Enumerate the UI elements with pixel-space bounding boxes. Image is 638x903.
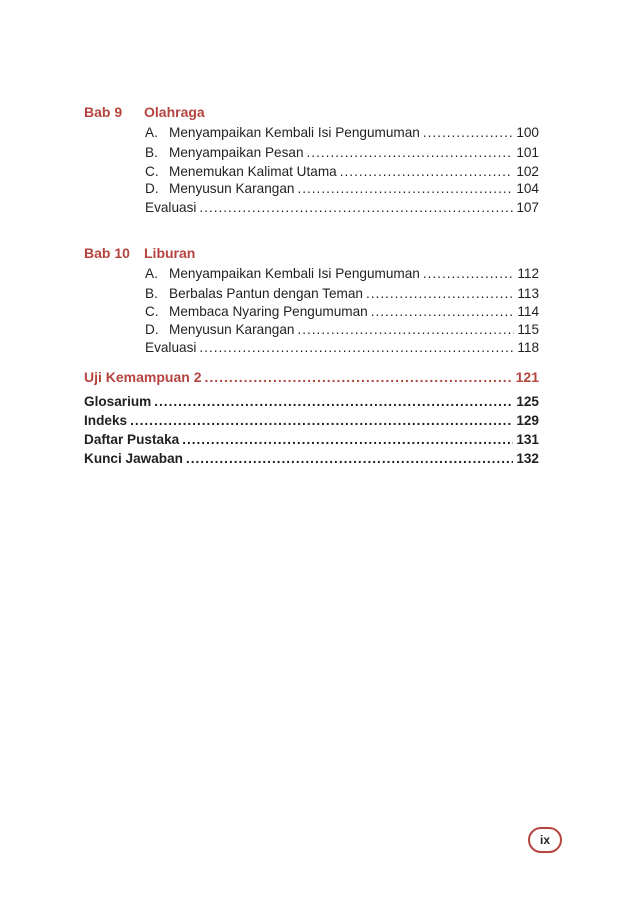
dot-leader: [204, 369, 512, 385]
page-number-badge: ix: [528, 827, 562, 853]
entry-letter: D.: [145, 181, 159, 196]
entry-page: 104: [516, 181, 539, 196]
dot-leader: [366, 286, 514, 301]
toc-entry[interactable]: [145, 164, 539, 179]
entry-page: 101: [516, 145, 539, 160]
chapter-number: Bab 10: [84, 245, 130, 261]
dot-leader: [297, 322, 514, 337]
toc-entry-daftar-pustaka[interactable]: [84, 432, 539, 447]
entry-page: 113: [517, 286, 539, 301]
entry-page: 131: [516, 432, 539, 447]
entry-title: Glosarium: [84, 394, 152, 409]
entry-page: 114: [517, 304, 539, 319]
dot-leader: [297, 181, 513, 196]
dot-leader: [307, 145, 514, 160]
toc-entry-evaluasi[interactable]: [145, 340, 539, 355]
entry-title: Menemukan Kalimat Utama: [169, 164, 337, 179]
toc-entry[interactable]: [145, 145, 539, 160]
entry-letter: B.: [145, 286, 158, 301]
entry-page: 118: [517, 340, 539, 355]
entry-page: 115: [517, 322, 539, 337]
entry-title: Berbalas Pantun dengan Teman: [169, 286, 363, 301]
toc-entry-kunci-jawaban[interactable]: [84, 451, 539, 466]
entry-page: 125: [516, 394, 539, 409]
entry-title: Menyampaikan Kembali Isi Pengumuman: [169, 125, 420, 140]
toc-entry[interactable]: [145, 286, 539, 301]
toc-entry[interactable]: [145, 322, 539, 337]
dot-leader: [186, 451, 513, 466]
entry-title: Evaluasi: [145, 340, 197, 355]
entry-letter: C.: [145, 164, 159, 179]
chapter-number: Bab 9: [84, 104, 123, 120]
toc-entry-uji-kemampuan[interactable]: [84, 369, 539, 385]
entry-letter: A.: [145, 125, 158, 140]
chapter-heading: [84, 245, 195, 261]
dot-leader: [182, 432, 513, 447]
entry-page: 121: [515, 369, 539, 385]
entry-page: 129: [516, 413, 539, 428]
toc-entry[interactable]: [145, 266, 539, 281]
toc-entry-indeks[interactable]: [84, 413, 539, 428]
dot-leader: [130, 413, 513, 428]
entry-letter: B.: [145, 145, 158, 160]
chapter-title: Liburan: [144, 245, 196, 261]
dot-leader: [199, 200, 513, 215]
entry-page: 132: [516, 451, 539, 466]
dot-leader: [199, 340, 514, 355]
entry-title: Uji Kemampuan 2: [84, 369, 202, 385]
entry-title: Evaluasi: [145, 200, 197, 215]
entry-title: Membaca Nyaring Pengumuman: [169, 304, 368, 319]
entry-page: 102: [516, 164, 539, 179]
entry-title: Daftar Pustaka: [84, 432, 180, 447]
dot-leader: [423, 125, 513, 140]
entry-title: Menyampaikan Pesan: [169, 145, 304, 160]
entry-title: Kunci Jawaban: [84, 451, 183, 466]
entry-letter: D.: [145, 322, 159, 337]
dot-leader: [154, 394, 513, 409]
entry-page: 107: [516, 200, 539, 215]
entry-page: 100: [516, 125, 539, 140]
toc-entry[interactable]: [145, 304, 539, 319]
entry-letter: A.: [145, 266, 158, 281]
chapter-title: Olahraga: [144, 104, 205, 120]
dot-leader: [340, 164, 514, 179]
toc-entry-evaluasi[interactable]: [145, 200, 539, 215]
entry-title: Menyusun Karangan: [169, 181, 295, 196]
chapter-heading: [84, 104, 205, 120]
dot-leader: [423, 266, 514, 281]
entry-title: Menyusun Karangan: [169, 322, 295, 337]
entry-title: Indeks: [84, 413, 128, 428]
toc-entry[interactable]: [145, 181, 539, 196]
entry-page: 112: [517, 266, 539, 281]
entry-title: Menyampaikan Kembali Isi Pengumuman: [169, 266, 420, 281]
toc-entry[interactable]: [145, 125, 539, 140]
entry-letter: C.: [145, 304, 159, 319]
dot-leader: [371, 304, 515, 319]
toc-entry-glosarium[interactable]: [84, 394, 539, 409]
